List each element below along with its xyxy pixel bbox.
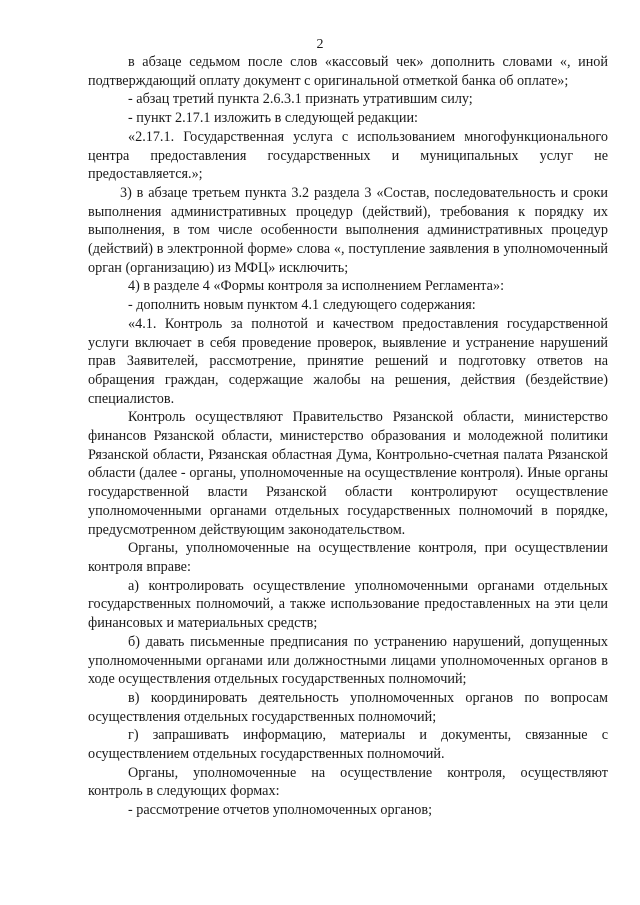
paragraph: б) давать письменные предписания по устранению нарушений, допущенных уполномоченными органами или должностными лицами уполномоченных органов в ходе осуществления отдельных государственных полномочий; [88,633,608,688]
paragraph: в абзаце седьмом после слов «кассовый чек» дополнить словами «, иной подтверждающий оплату документ с оригинальной отметкой банка об оплате»; [88,54,608,89]
paragraph: 3) в абзаце третьем пункта 3.2 раздела 3 «Состав, последовательность и сроки выполнения административных процедур (действий), требования к порядку их выполнения, в том числе особенности выполнения административных процедур (действий) в электронной форме» слова «, поступление заявления в уполномоченный орган (организацию) из МФЦ» исключить; [88,184,608,276]
paragraph: Контроль осуществляют Правительство Рязанской области, министерство финансов Рязанской области, министерство образования и молодежной политики Рязанской области, Рязанская областная Дума, Контрольно-счетная палата Рязанской области (далее - органы, уполномоченные на осуществление контроля). Иные органы государственной власти Рязанской области контролируют осуществление уполномоченными органами отдельных государственных полномочий в порядке, предусмотренном действующим законодательством. [88,409,608,538]
paragraph: - абзац третий пункта 2.6.3.1 признать утратившим силу; [128,91,473,108]
paragraph: 4) в разделе 4 «Формы контроля за исполнением Регламента»: [128,278,505,295]
paragraph: - дополнить новым пунктом 4.1 следующего содержания: [128,297,476,314]
paragraph: в) координировать деятельность уполномоченных органов по вопросам осуществления отдельных государственных полномочий; [88,689,608,725]
document-body [88,53,608,820]
paragraph: а) контролировать осуществление уполномоченными органами отдельных государственных полномочий, а также использование предоставленных на эти цели финансовых и материальных средств; [88,577,608,632]
paragraph: Органы, уполномоченные на осуществление контроля, осуществляют контроль в следующих формах: [88,764,608,800]
paragraph: - рассмотрение отчетов уполномоченных органов; [128,802,433,819]
paragraph: Органы, уполномоченные на осуществление контроля, при осуществлении контроля вправе: [88,540,608,575]
paragraph: г) запрашивать информацию, материалы и документы, связанные с осуществлением отдельных государственных полномочий. [88,727,608,763]
page-number: 2 [316,37,324,52]
paragraph: «2.17.1. Государственная услуга с использованием многофункционального центра предоставления государственных и муниципальных услуг не предоставляется.»; [88,128,608,183]
paragraph: - пункт 2.17.1 изложить в следующей редакции: [128,110,418,127]
paragraph: «4.1. Контроль за полнотой и качеством предоставления государственной услуги включает в себя проведение проверок, выявление и устранение нарушений прав Заявителей, рассмотрение, принятие решений и подготовку ответов на обращения граждан, содержащие жалобы на решения, действия (бездействие) специалистов. [88,315,608,407]
